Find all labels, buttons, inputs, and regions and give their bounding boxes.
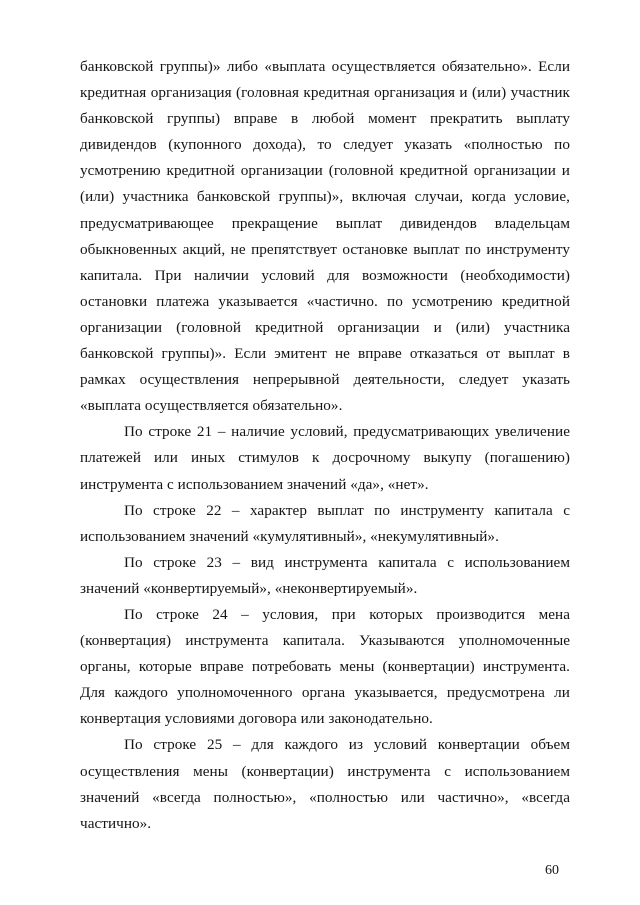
paragraph-continuation: банковской группы)» либо «выплата осуществляется обязательно». Если кредитная организация (головная кредитная организация и (или) участник банковской группы) вправе в любой момент прекратить выплату дивидендов (купонного дохода), то следует указать «полностью по усмотрению кредитной организации (головной кредитной организации и (или) участника банковской группы)», включая случаи, когда условие, предусматривающее прекращение выплат дивидендов владельцам обыкновенных акций, не препятствует остановке выплат по инструменту капитала. При наличии условий для возможности (необходимости) остановки платежа указывается «частично. по усмотрению кредитной организации (головной кредитной организации и (или) участника банковской группы)». Если эмитент не вправе отказаться от выплат в рамках осуществления непрерывной деятельности, следует указать «выплата осуществляется обязательно». [80, 58, 570, 415]
document-body [80, 54, 570, 837]
paragraph-line-25: По строке 25 – для каждого из условий конвертации объем осуществления мены (конвертации) инструмента с использованием значений «всегда полностью», «полностью или частично», «всегда частично». [80, 736, 570, 832]
paragraph-line-23: По строке 23 – вид инструмента капитала с использованием значений «конвертируемый», «неконвертируемый». [80, 553, 570, 597]
paragraph-line-21: По строке 21 – наличие условий, предусматривающих увеличение платежей или иных стимулов к досрочному выкупу (погашению) инструмента с использованием значений «да», «нет». [80, 423, 570, 493]
paragraph-line-24: По строке 24 – условия, при которых производится мена (конвертация) инструмента капитала. Указываются уполномоченные органы, которые вправе потребовать мены (конвертации) инструмента. Для каждого уполномоченного органа указывается, предусмотрена ли конвертация условиями договора или законодательно. [80, 605, 570, 728]
page-number: 60 [545, 863, 559, 878]
paragraph-line-22: По строке 22 – характер выплат по инструменту капитала с использованием значений «кумулятивный», «некумулятивный». [80, 501, 570, 545]
